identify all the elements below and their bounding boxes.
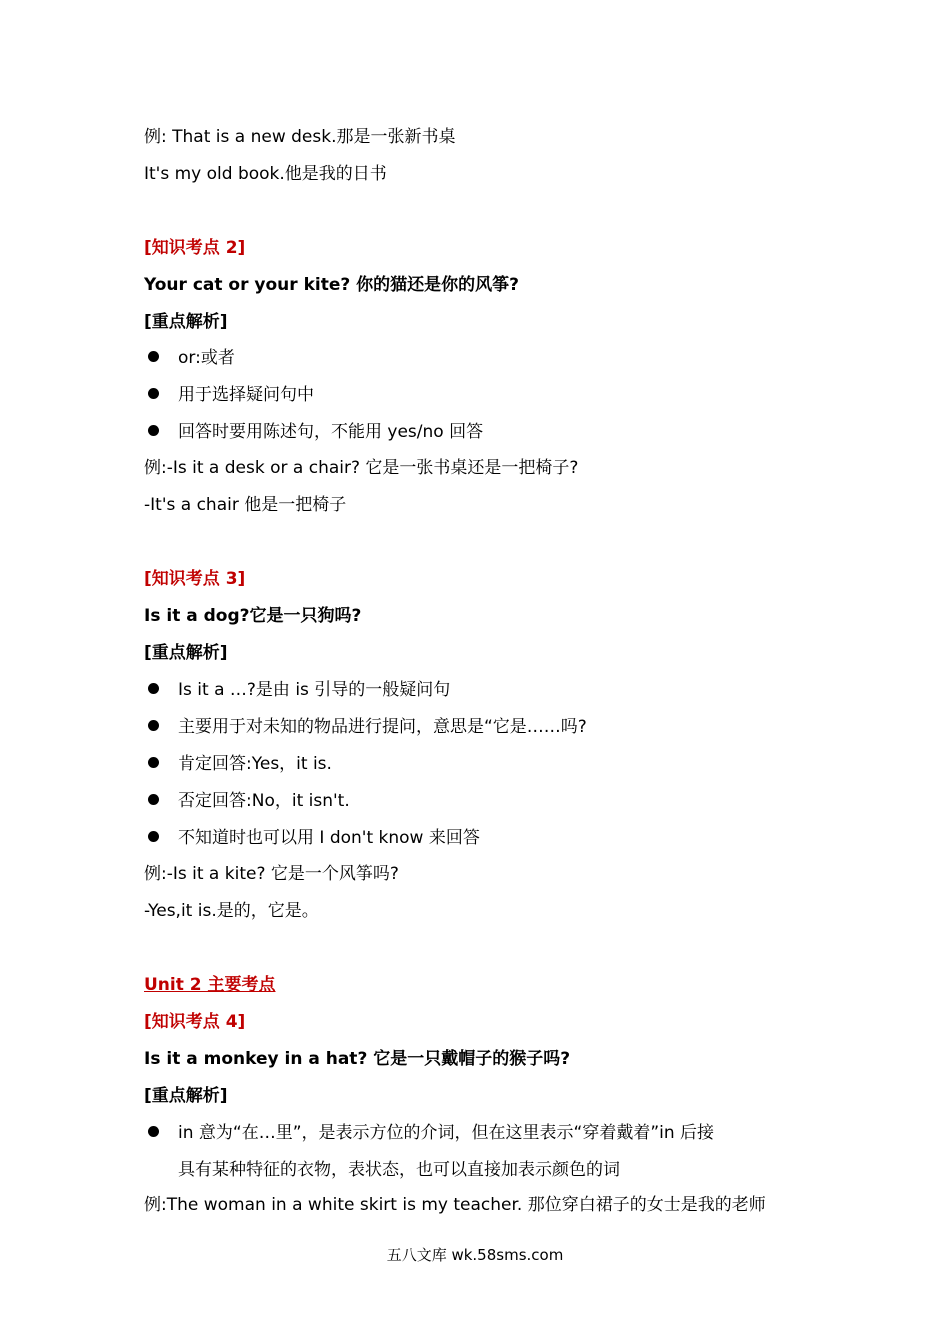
example-line: It's my old book.他是我的日书	[144, 164, 387, 184]
bullet-icon	[148, 351, 159, 362]
bullet-icon	[148, 757, 159, 768]
unit-heading: Unit 2 主要考点	[144, 975, 276, 995]
bullet-text: in 意为“在…里”，是表示方位的介词，但在这里表示“穿着戴着”in 后接	[178, 1123, 715, 1143]
page-footer: 五八文库 wk.58sms.com	[386, 1246, 564, 1264]
analysis-heading: [重点解析]	[144, 1086, 228, 1106]
bullet-text: 主要用于对未知的物品进行提问，意思是“它是……吗?	[178, 717, 587, 737]
bullet-text: Is it a …?是由 is 引导的一般疑问句	[178, 680, 451, 700]
example-line: -It's a chair 他是一把椅子	[144, 495, 347, 515]
analysis-heading: [重点解析]	[144, 643, 228, 663]
bullet-text: 否定回答:No，it isn't.	[178, 791, 350, 811]
section-heading: [知识考点 3]	[144, 569, 246, 589]
bullet-text: or:或者	[178, 348, 235, 368]
bullet-icon	[148, 425, 159, 436]
bullet-icon	[148, 794, 159, 805]
example-line: 例: That is a new desk.那是一张新书桌	[144, 127, 456, 147]
bullet-text: 回答时要用陈述句，不能用 yes/no 回答	[178, 422, 484, 442]
example-line: 例:The woman in a white skirt is my teacher. 那位穿白裙子的女士是我的老师	[144, 1195, 766, 1215]
section-heading: [知识考点 2]	[144, 238, 246, 258]
key-sentence: Your cat or your kite? 你的猫还是你的风筝?	[144, 275, 520, 295]
analysis-heading: [重点解析]	[144, 312, 228, 332]
bullet-text: 用于选择疑问句中	[178, 385, 314, 405]
bullet-text: 肯定回答:Yes，it is.	[178, 754, 332, 774]
key-sentence: Is it a monkey in a hat? 它是一只戴帽子的猴子吗?	[144, 1049, 571, 1069]
bullet-icon	[148, 683, 159, 694]
example-line: 例:-Is it a desk or a chair? 它是一张书桌还是一把椅子?	[144, 458, 579, 478]
bullet-icon	[148, 720, 159, 731]
bullet-icon	[148, 1126, 159, 1137]
bullet-icon	[148, 831, 159, 842]
example-line: -Yes,it is.是的，它是。	[144, 901, 319, 921]
section-heading: [知识考点 4]	[144, 1012, 246, 1032]
bullet-text: 不知道时也可以用 I don't know 来回答	[178, 828, 480, 848]
bullet-text-continuation: 具有某种特征的衣物，表状态，也可以直接加表示颜色的词	[178, 1160, 620, 1180]
bullet-icon	[148, 388, 159, 399]
key-sentence: Is it a dog?它是一只狗吗?	[144, 606, 362, 626]
example-line: 例:-Is it a kite? 它是一个风筝吗?	[144, 864, 399, 884]
